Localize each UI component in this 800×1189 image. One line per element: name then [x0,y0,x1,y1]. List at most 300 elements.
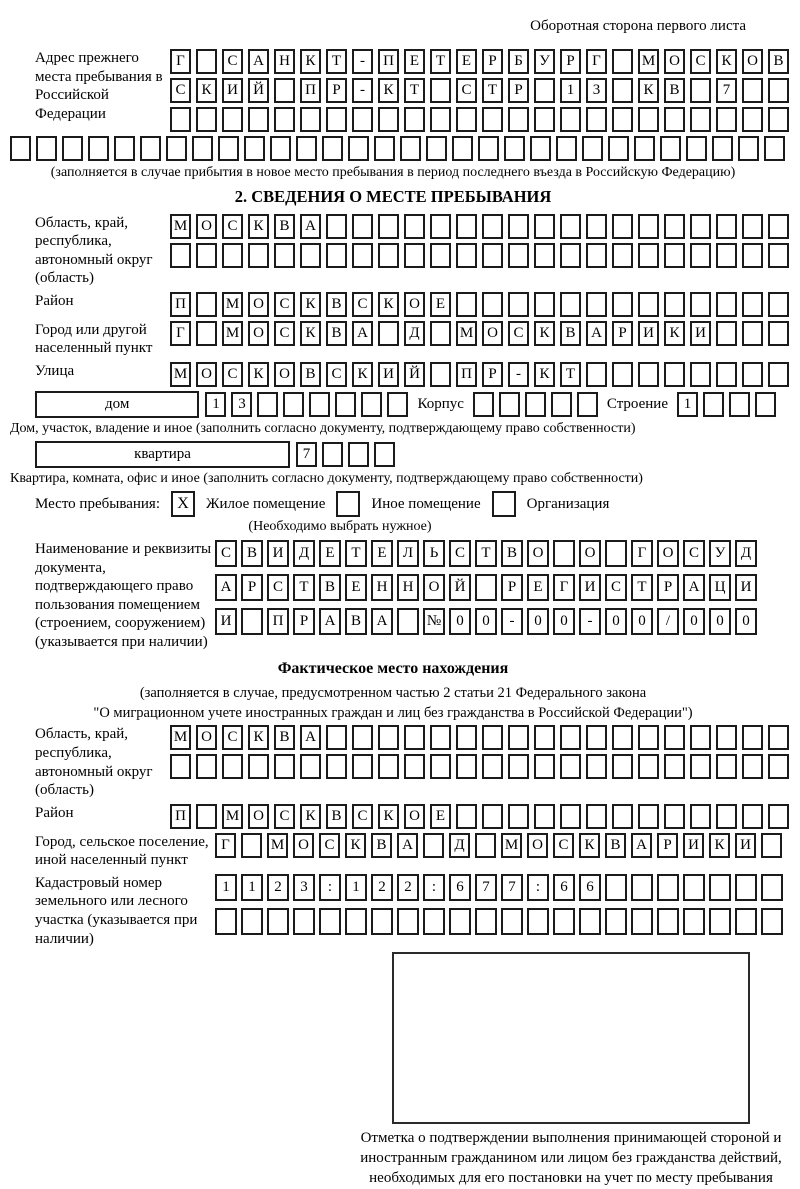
form-cell[interactable] [352,214,373,239]
form-cell[interactable]: М [267,833,288,858]
form-cell[interactable] [430,321,451,346]
form-cell[interactable]: С [267,574,289,601]
form-cell[interactable] [742,804,763,829]
form-cell[interactable] [400,136,421,161]
form-cell[interactable] [534,292,555,317]
form-cell[interactable]: С [553,833,574,858]
form-cell[interactable] [683,874,705,901]
form-cell[interactable]: И [735,833,756,858]
form-cell[interactable] [352,107,373,132]
form-cell[interactable] [196,292,217,317]
form-cell[interactable] [586,725,607,750]
form-cell[interactable]: О [657,540,679,567]
form-cell[interactable] [62,136,83,161]
form-cell[interactable]: Е [430,292,451,317]
form-cell[interactable]: 0 [475,608,497,635]
form-cell[interactable]: Т [345,540,367,567]
form-cell[interactable]: В [274,214,295,239]
form-cell[interactable]: С [605,574,627,601]
form-cell[interactable]: П [300,78,321,103]
form-cell[interactable] [664,292,685,317]
form-cell[interactable]: Е [404,49,425,74]
form-cell[interactable] [716,214,737,239]
form-cell[interactable] [348,136,369,161]
form-cell[interactable] [664,107,685,132]
form-cell[interactable]: И [579,574,601,601]
form-cell[interactable]: С [690,49,711,74]
form-cell[interactable] [534,725,555,750]
form-cell[interactable] [326,214,347,239]
form-cell[interactable] [241,833,262,858]
form-cell[interactable] [508,107,529,132]
form-cell[interactable] [283,392,304,417]
form-cell[interactable]: О [423,574,445,601]
form-cell[interactable]: К [534,362,555,387]
form-cell[interactable] [664,214,685,239]
form-cell[interactable] [456,214,477,239]
form-cell[interactable]: - [501,608,523,635]
form-cell[interactable] [560,107,581,132]
form-cell[interactable] [612,362,633,387]
form-cell[interactable]: П [456,362,477,387]
form-cell[interactable]: / [657,608,679,635]
form-cell[interactable]: 0 [631,608,653,635]
form-cell[interactable] [612,804,633,829]
form-cell[interactable]: 3 [586,78,607,103]
form-cell[interactable]: И [735,574,757,601]
form-cell[interactable]: Р [501,574,523,601]
form-cell[interactable] [768,78,789,103]
form-cell[interactable]: И [638,321,659,346]
form-cell[interactable] [482,214,503,239]
form-cell[interactable] [192,136,213,161]
form-cell[interactable] [423,833,444,858]
form-cell[interactable]: 0 [605,608,627,635]
form-cell[interactable] [267,908,289,935]
form-cell[interactable]: Г [553,574,575,601]
form-cell[interactable] [361,392,382,417]
form-cell[interactable] [452,136,473,161]
form-cell[interactable] [473,392,494,417]
form-cell[interactable]: Г [631,540,653,567]
form-cell[interactable] [300,107,321,132]
form-cell[interactable] [449,908,471,935]
form-cell[interactable] [657,874,679,901]
form-cell[interactable]: А [371,608,393,635]
form-cell[interactable]: 1 [560,78,581,103]
form-cell[interactable] [690,214,711,239]
form-cell[interactable]: Р [241,574,263,601]
form-cell[interactable] [378,243,399,268]
form-cell[interactable] [712,136,733,161]
form-cell[interactable] [482,107,503,132]
form-cell[interactable] [742,754,763,779]
form-cell[interactable]: О [196,214,217,239]
form-cell[interactable] [638,292,659,317]
form-cell[interactable]: 6 [579,874,601,901]
form-cell[interactable]: В [300,362,321,387]
form-cell[interactable] [430,78,451,103]
form-cell[interactable] [478,136,499,161]
form-cell[interactable] [755,392,776,417]
form-cell[interactable]: Т [326,49,347,74]
form-cell[interactable]: В [326,292,347,317]
form-cell[interactable]: С [508,321,529,346]
form-cell[interactable] [586,362,607,387]
form-cell[interactable] [88,136,109,161]
form-cell[interactable] [482,292,503,317]
form-cell[interactable] [215,908,237,935]
form-cell[interactable] [664,754,685,779]
form-cell[interactable] [716,725,737,750]
stay-type-checkbox-zhiloe[interactable]: X [171,491,195,517]
form-cell[interactable]: О [404,292,425,317]
form-cell[interactable] [378,214,399,239]
form-cell[interactable] [716,107,737,132]
form-cell[interactable] [270,136,291,161]
form-cell[interactable] [612,243,633,268]
form-cell[interactable]: М [222,292,243,317]
form-cell[interactable]: Р [612,321,633,346]
form-cell[interactable]: 1 [241,874,263,901]
form-cell[interactable] [768,107,789,132]
form-cell[interactable]: С [222,725,243,750]
form-cell[interactable] [222,243,243,268]
form-cell[interactable] [326,725,347,750]
form-cell[interactable] [430,243,451,268]
form-cell[interactable]: К [300,49,321,74]
form-cell[interactable]: Р [293,608,315,635]
form-cell[interactable] [534,78,555,103]
form-cell[interactable]: У [709,540,731,567]
form-cell[interactable]: М [456,321,477,346]
form-cell[interactable]: М [222,321,243,346]
form-cell[interactable] [551,392,572,417]
form-cell[interactable]: К [709,833,730,858]
form-cell[interactable]: М [501,833,522,858]
form-cell[interactable] [508,725,529,750]
form-cell[interactable] [686,136,707,161]
form-cell[interactable] [430,107,451,132]
form-cell[interactable]: В [605,833,626,858]
form-cell[interactable] [761,833,782,858]
form-cell[interactable] [612,725,633,750]
form-cell[interactable] [352,243,373,268]
form-cell[interactable] [768,804,789,829]
form-cell[interactable]: К [378,78,399,103]
form-cell[interactable] [241,908,263,935]
form-cell[interactable] [586,292,607,317]
form-cell[interactable]: О [274,362,295,387]
form-cell[interactable]: Д [404,321,425,346]
form-cell[interactable] [764,136,785,161]
form-cell[interactable]: О [248,292,269,317]
form-cell[interactable]: 6 [449,874,471,901]
form-cell[interactable] [612,214,633,239]
form-cell[interactable]: А [215,574,237,601]
form-cell[interactable] [140,136,161,161]
form-cell[interactable] [716,754,737,779]
form-cell[interactable] [166,136,187,161]
form-cell[interactable] [222,754,243,779]
form-cell[interactable]: О [664,49,685,74]
form-cell[interactable]: 0 [735,608,757,635]
form-cell[interactable] [326,107,347,132]
form-cell[interactable] [222,107,243,132]
form-cell[interactable]: М [170,725,191,750]
form-cell[interactable]: И [690,321,711,346]
form-cell[interactable]: О [482,321,503,346]
form-cell[interactable]: М [170,362,191,387]
form-cell[interactable] [430,362,451,387]
form-cell[interactable] [582,136,603,161]
form-cell[interactable]: Г [586,49,607,74]
form-cell[interactable]: О [404,804,425,829]
form-cell[interactable]: А [631,833,652,858]
form-cell[interactable] [241,608,263,635]
form-cell[interactable] [319,908,341,935]
form-cell[interactable]: В [371,833,392,858]
form-cell[interactable] [638,243,659,268]
form-cell[interactable] [690,754,711,779]
form-cell[interactable]: Б [508,49,529,74]
form-cell[interactable]: И [683,833,704,858]
form-cell[interactable] [742,725,763,750]
form-cell[interactable]: Л [397,540,419,567]
form-cell[interactable] [703,392,724,417]
form-cell[interactable]: 7 [716,78,737,103]
form-cell[interactable] [345,908,367,935]
form-cell[interactable] [196,107,217,132]
form-cell[interactable]: Д [293,540,315,567]
form-cell[interactable] [508,292,529,317]
form-cell[interactable]: Е [456,49,477,74]
form-cell[interactable]: О [248,321,269,346]
form-cell[interactable] [322,442,343,467]
form-cell[interactable]: С [274,321,295,346]
form-cell[interactable] [423,908,445,935]
form-cell[interactable]: Т [404,78,425,103]
form-cell[interactable]: С [352,292,373,317]
form-cell[interactable] [742,362,763,387]
form-cell[interactable]: Т [475,540,497,567]
form-cell[interactable]: С [274,804,295,829]
form-cell[interactable] [293,908,315,935]
form-cell[interactable] [300,754,321,779]
form-cell[interactable] [742,243,763,268]
form-cell[interactable]: О [527,540,549,567]
form-cell[interactable] [660,136,681,161]
form-cell[interactable] [352,725,373,750]
form-cell[interactable] [638,214,659,239]
form-cell[interactable] [612,49,633,74]
form-cell[interactable]: Й [248,78,269,103]
form-cell[interactable]: : [527,874,549,901]
form-cell[interactable] [586,243,607,268]
form-cell[interactable] [560,725,581,750]
form-cell[interactable]: 0 [553,608,575,635]
form-cell[interactable]: Н [274,49,295,74]
form-cell[interactable]: Р [482,362,503,387]
form-cell[interactable] [475,833,496,858]
form-cell[interactable]: 0 [709,608,731,635]
form-cell[interactable]: Н [371,574,393,601]
form-cell[interactable]: М [170,214,191,239]
form-cell[interactable] [608,136,629,161]
form-cell[interactable]: 2 [371,874,393,901]
form-cell[interactable]: С [274,292,295,317]
form-cell[interactable] [560,804,581,829]
form-cell[interactable]: И [267,540,289,567]
form-cell[interactable] [374,442,395,467]
form-cell[interactable] [577,392,598,417]
form-cell[interactable]: - [352,78,373,103]
form-cell[interactable]: С [326,362,347,387]
form-cell[interactable] [612,292,633,317]
form-cell[interactable]: В [664,78,685,103]
form-cell[interactable] [605,540,627,567]
form-cell[interactable] [534,214,555,239]
form-cell[interactable] [735,908,757,935]
form-cell[interactable]: В [326,804,347,829]
form-cell[interactable]: С [215,540,237,567]
form-cell[interactable]: У [534,49,555,74]
form-cell[interactable]: С [222,362,243,387]
form-cell[interactable] [170,243,191,268]
form-cell[interactable]: : [319,874,341,901]
form-cell[interactable] [761,908,783,935]
form-cell[interactable]: К [638,78,659,103]
form-cell[interactable] [527,908,549,935]
form-cell[interactable] [508,214,529,239]
form-cell[interactable] [534,107,555,132]
form-cell[interactable]: О [742,49,763,74]
form-cell[interactable] [244,136,265,161]
form-cell[interactable]: А [352,321,373,346]
form-cell[interactable]: Р [657,574,679,601]
form-cell[interactable] [556,136,577,161]
form-cell[interactable]: К [378,292,399,317]
form-cell[interactable] [456,243,477,268]
form-cell[interactable] [196,754,217,779]
form-cell[interactable]: И [378,362,399,387]
form-cell[interactable]: С [683,540,705,567]
form-cell[interactable] [716,804,737,829]
form-cell[interactable] [378,107,399,132]
form-cell[interactable]: С [456,78,477,103]
form-cell[interactable]: Ь [423,540,445,567]
form-cell[interactable]: В [274,725,295,750]
form-cell[interactable]: К [534,321,555,346]
form-cell[interactable]: Е [527,574,549,601]
form-cell[interactable]: Т [560,362,581,387]
form-cell[interactable] [296,136,317,161]
form-cell[interactable]: Ц [709,574,731,601]
form-cell[interactable] [499,392,520,417]
form-cell[interactable] [404,214,425,239]
form-cell[interactable] [430,754,451,779]
form-cell[interactable] [638,804,659,829]
form-cell[interactable] [397,608,419,635]
form-cell[interactable] [482,725,503,750]
form-cell[interactable] [586,214,607,239]
form-cell[interactable] [404,725,425,750]
form-cell[interactable] [309,392,330,417]
form-cell[interactable]: А [397,833,418,858]
form-cell[interactable] [683,908,705,935]
form-cell[interactable]: К [300,292,321,317]
form-cell[interactable]: А [683,574,705,601]
form-cell[interactable] [508,243,529,268]
form-cell[interactable] [352,754,373,779]
form-cell[interactable] [579,908,601,935]
form-cell[interactable]: Г [215,833,236,858]
form-cell[interactable]: Р [482,49,503,74]
form-cell[interactable] [482,243,503,268]
form-cell[interactable]: О [248,804,269,829]
form-cell[interactable]: К [579,833,600,858]
form-cell[interactable]: 0 [449,608,471,635]
form-cell[interactable] [322,136,343,161]
form-cell[interactable] [664,725,685,750]
form-cell[interactable]: П [170,292,191,317]
form-cell[interactable]: П [170,804,191,829]
form-cell[interactable]: О [196,362,217,387]
form-cell[interactable] [404,107,425,132]
form-cell[interactable] [742,214,763,239]
form-cell[interactable]: И [215,608,237,635]
form-cell[interactable] [534,804,555,829]
form-cell[interactable] [326,754,347,779]
form-cell[interactable]: : [423,874,445,901]
form-cell[interactable] [742,78,763,103]
form-cell[interactable] [605,874,627,901]
form-cell[interactable]: К [345,833,366,858]
form-cell[interactable] [560,292,581,317]
form-cell[interactable] [501,908,523,935]
form-cell[interactable] [387,392,408,417]
form-cell[interactable] [690,292,711,317]
form-cell[interactable] [456,804,477,829]
form-cell[interactable] [404,243,425,268]
form-cell[interactable] [768,243,789,268]
form-cell[interactable] [196,49,217,74]
form-cell[interactable] [560,754,581,779]
form-cell[interactable]: К [352,362,373,387]
form-cell[interactable] [530,136,551,161]
form-cell[interactable] [553,908,575,935]
form-cell[interactable]: - [508,362,529,387]
form-cell[interactable]: П [378,49,399,74]
stay-type-checkbox-inoe[interactable] [336,491,360,517]
form-cell[interactable] [768,214,789,239]
form-cell[interactable]: Д [735,540,757,567]
form-cell[interactable]: О [579,540,601,567]
form-cell[interactable]: Н [397,574,419,601]
form-cell[interactable] [508,754,529,779]
form-cell[interactable] [114,136,135,161]
form-cell[interactable] [378,754,399,779]
form-cell[interactable] [612,78,633,103]
form-cell[interactable]: 3 [293,874,315,901]
form-cell[interactable] [657,908,679,935]
form-cell[interactable] [274,78,295,103]
form-cell[interactable] [196,243,217,268]
form-cell[interactable]: 3 [231,392,252,417]
form-cell[interactable] [716,321,737,346]
form-cell[interactable]: И [222,78,243,103]
form-cell[interactable]: 0 [527,608,549,635]
